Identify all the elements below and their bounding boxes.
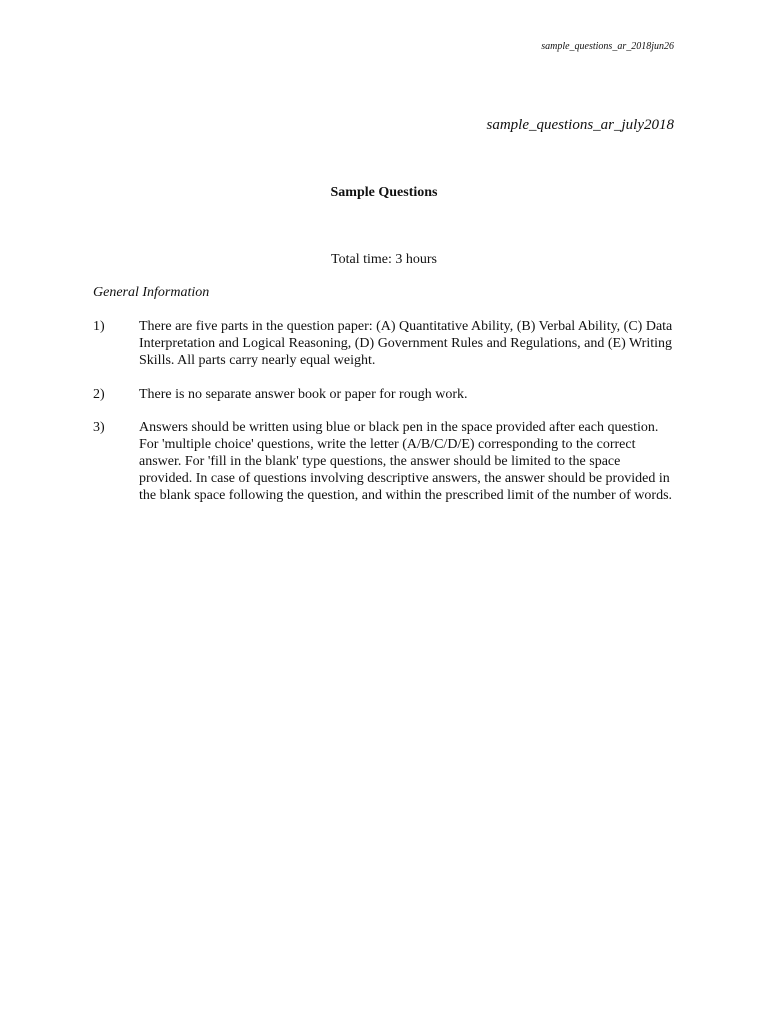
list-item (93, 318, 675, 369)
item-number: 1) (93, 319, 105, 334)
item-number: 2) (93, 387, 105, 402)
file-identifier: sample_questions_ar_2018jun26 (541, 41, 674, 52)
list-item (93, 419, 675, 504)
document-reference: sample_questions_ar_july2018 (486, 117, 674, 133)
item-number: 3) (93, 420, 105, 435)
section-heading: General Information (93, 285, 210, 300)
item-text: There are five parts in the question paper: (A) Quantitative Ability, (B) Verbal Ability, (C) Data Interpretation and Logical Reasoning, (D) Government Rules and Regulations, and (E) Writing Skills. All parts carry nearly equal weight. (139, 319, 673, 368)
list-item (93, 386, 675, 403)
item-text: Answers should be written using blue or black pen in the space provided after each question. For 'multiple choice' questions, write the letter (A/B/C/D/E) corresponding to the correct answer. For 'fill in the blank' type questions, the answer should be limited to the space provided. In case of questions involving descriptive answers, the answer should be provided in the blank space following the question, and within the prescribed limit of the number of words. (139, 420, 673, 503)
total-time: Total time: 3 hours (331, 252, 437, 267)
page-title: Sample Questions (330, 185, 438, 200)
item-text: There is no separate answer book or paper for rough work. (139, 387, 468, 402)
